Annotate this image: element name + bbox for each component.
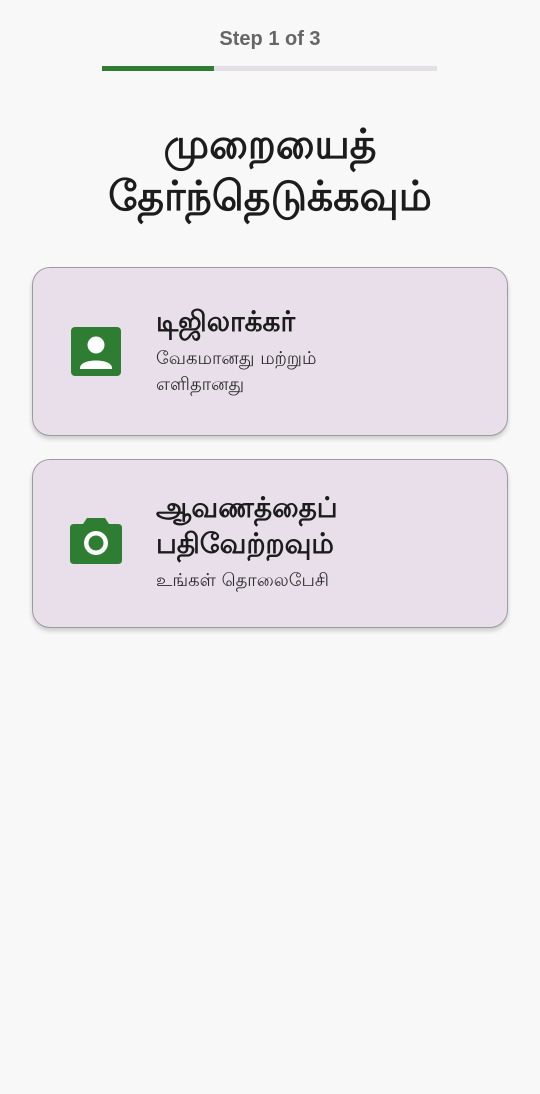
digilocker-option-text [156,304,456,398]
contact-card-icon [69,324,123,378]
page-title: முறையைத் தேர்ந்தெடுக்கவும் [108,120,432,220]
step-progress-fill [102,66,214,71]
step-indicator-label: Step 1 of 3 [219,28,321,50]
upload-document-option-title: ஆவணத்தைப் பதிவேற்றவும் [156,491,338,560]
upload-document-option-subtitle: உங்கள் தொலைபேசி [156,570,329,591]
digilocker-option-title: டிஜிலாக்கர் [156,305,296,338]
upload-document-option-card[interactable] [32,459,508,628]
camera-icon [69,512,123,566]
digilocker-option-card[interactable] [32,267,508,436]
digilocker-option-subtitle: வேகமானது மற்றும் எளிதானது [156,348,317,395]
step-progress-bar [102,66,437,71]
upload-document-option-text [156,490,456,594]
